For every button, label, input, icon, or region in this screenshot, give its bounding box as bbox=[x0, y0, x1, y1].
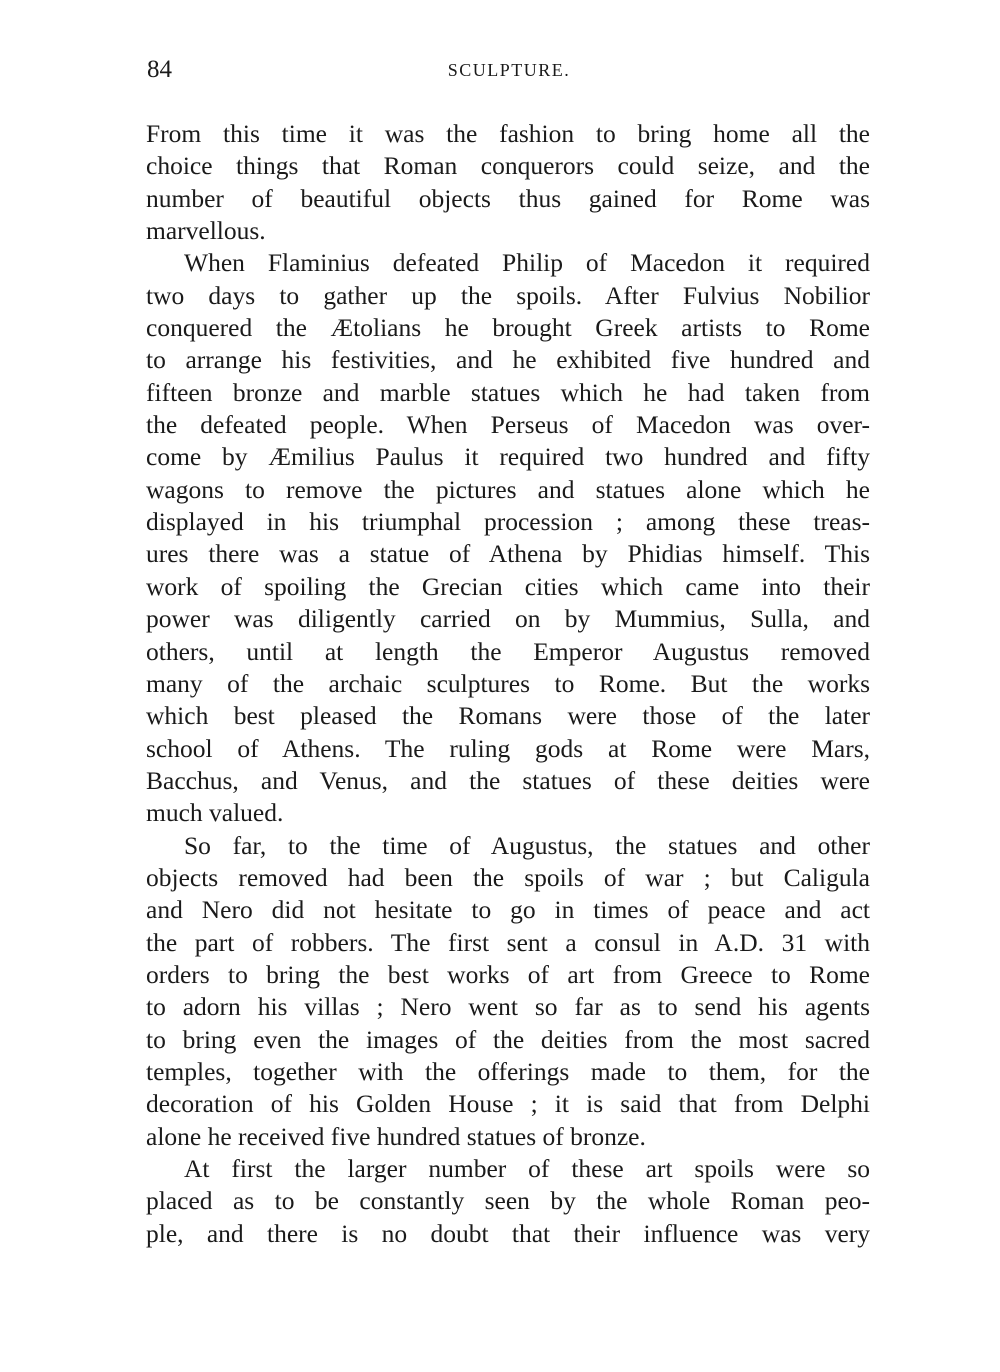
text-line: objects removed had been the spoils of war ; but Caligula bbox=[146, 862, 870, 892]
text-line: displayed in his triumphal procession ; among these treas- bbox=[146, 507, 870, 537]
text-line: much valued. bbox=[146, 798, 284, 828]
text-line: power was diligently carried on by Mummius, Sulla, and bbox=[146, 604, 870, 634]
text-line: temples, together with the offerings made to them, for the bbox=[146, 1056, 870, 1086]
text-line: decoration of his Golden House ; it is said that from Delphi bbox=[146, 1089, 870, 1119]
text-line: the defeated people. When Perseus of Macedon was over- bbox=[146, 410, 870, 440]
text-line: to arrange his festivities, and he exhibited five hundred and bbox=[146, 345, 870, 375]
text-line: conquered the Ætolians he brought Greek artists to Rome bbox=[146, 313, 870, 343]
text-line: the part of robbers. The first sent a consul in A.D. 31 with bbox=[146, 927, 870, 957]
text-line: When Flaminius defeated Philip of Macedon it required bbox=[184, 248, 870, 278]
body-text bbox=[146, 118, 870, 1250]
text-line: two days to gather up the spoils. After Fulvius Nobilior bbox=[146, 280, 870, 310]
text-line: marvellous. bbox=[146, 216, 266, 246]
text-line: to adorn his villas ; Nero went so far as to send his agents bbox=[146, 992, 870, 1022]
text-line: alone he received five hundred statues of bronze. bbox=[146, 1121, 646, 1151]
text-line: At first the larger number of these art spoils were so bbox=[184, 1154, 870, 1183]
text-line: come by Æmilius Paulus it required two hundred and fifty bbox=[146, 442, 870, 472]
text-line: to bring even the images of the deities from the most sacred bbox=[146, 1024, 870, 1054]
text-line: So far, to the time of Augustus, the statues and other bbox=[184, 830, 870, 860]
text-line: others, until at length the Emperor Augustus removed bbox=[146, 636, 870, 666]
text-line: orders to bring the best works of art from Greece to Rome bbox=[146, 959, 870, 989]
text-line: Bacchus, and Venus, and the statues of these deities were bbox=[146, 765, 870, 795]
text-line: and Nero did not hesitate to go in times of peace and act bbox=[146, 895, 870, 925]
text-line: work of spoiling the Grecian cities which came into their bbox=[146, 571, 870, 601]
text-line: many of the archaic sculptures to Rome. But the works bbox=[146, 668, 870, 698]
running-title: SCULPTURE. bbox=[447, 60, 571, 80]
text-line: choice things that Roman conquerors could seize, and the bbox=[146, 151, 870, 181]
text-line: school of Athens. The ruling gods at Rome were Mars, bbox=[146, 733, 870, 763]
text-line: ures there was a statue of Athena by Phidias himself. This bbox=[146, 539, 870, 569]
text-line: ple, and there is no doubt that their influence was very bbox=[146, 1218, 870, 1248]
page-number: 84 bbox=[147, 56, 172, 83]
text-line: fifteen bronze and marble statues which he had taken from bbox=[146, 377, 870, 407]
text-line: which best pleased the Romans were those of the later bbox=[146, 701, 870, 731]
text-line: wagons to remove the pictures and statues alone which he bbox=[146, 474, 870, 504]
text-line: placed as to be constantly seen by the whole Roman peo- bbox=[146, 1186, 870, 1216]
text-line: number of beautiful objects thus gained for Rome was bbox=[146, 183, 870, 213]
text-line: From this time it was the fashion to bring home all the bbox=[146, 119, 870, 148]
